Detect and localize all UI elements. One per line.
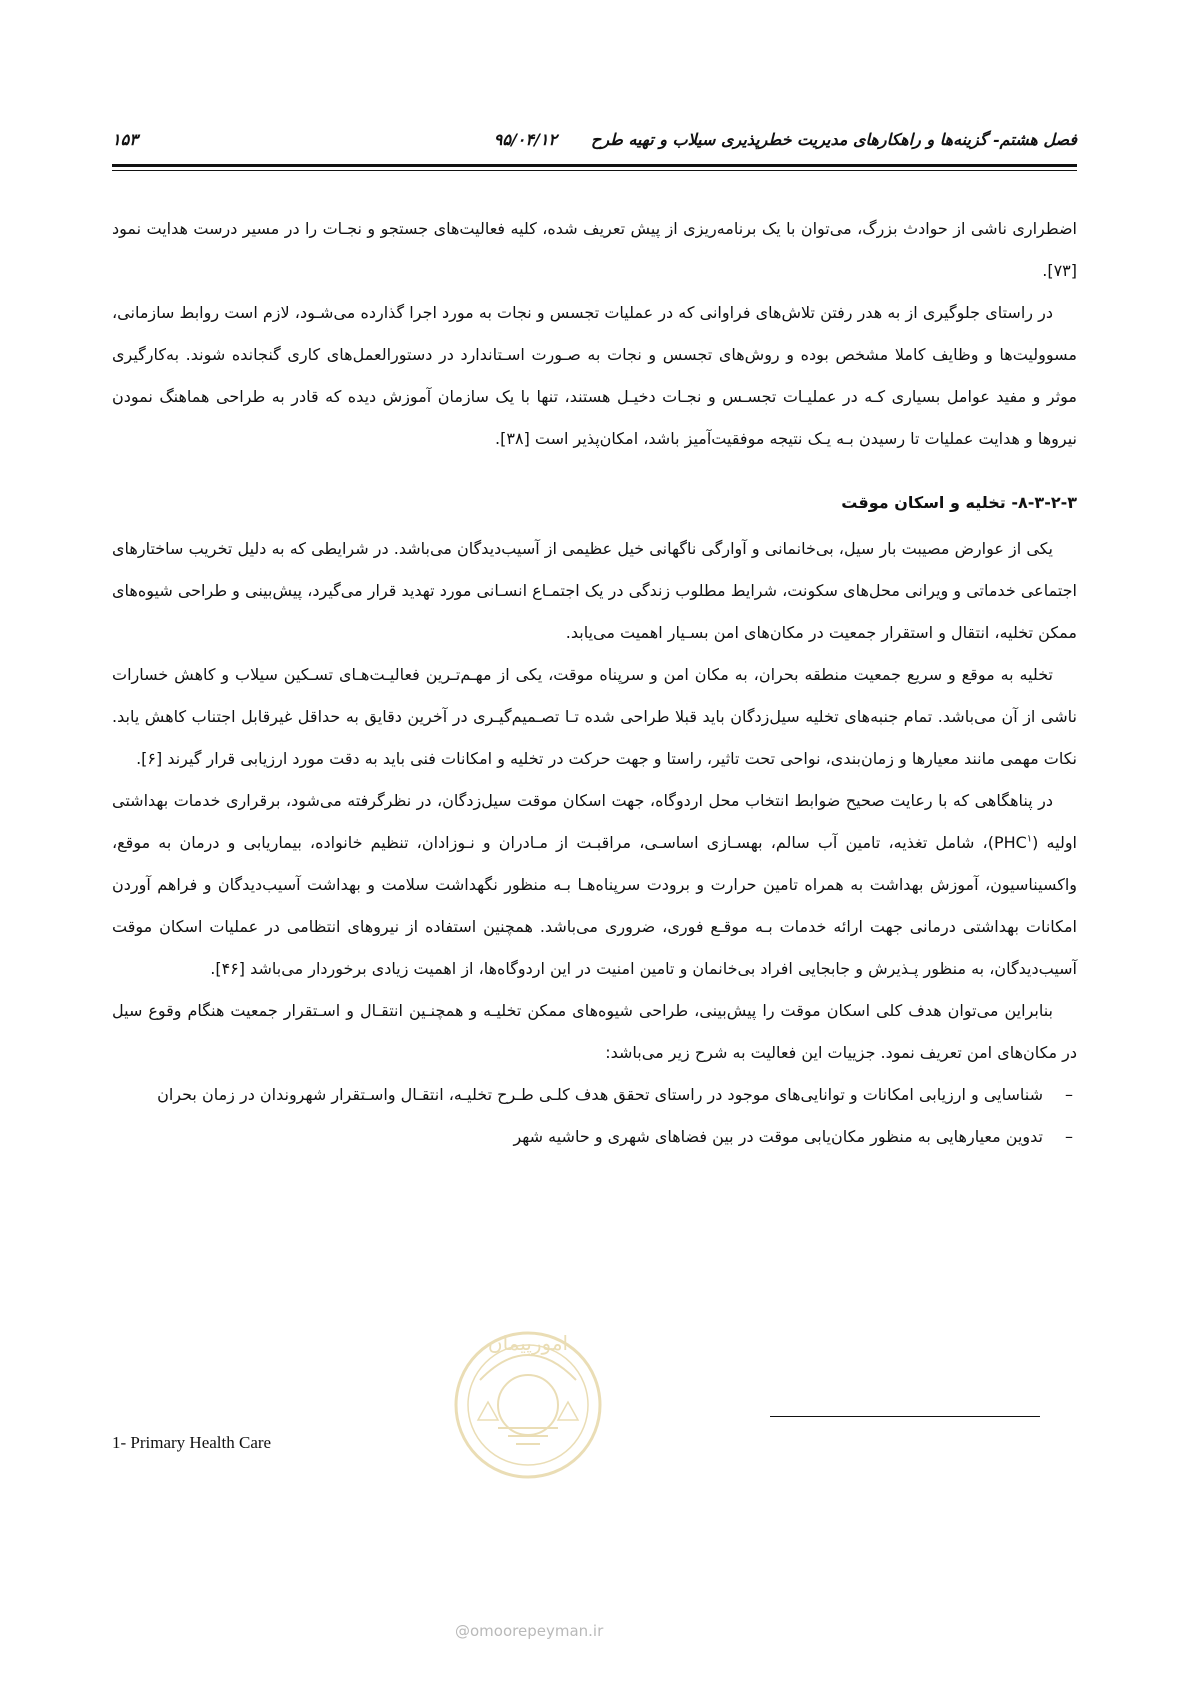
- bullet-dash: –: [1065, 1085, 1073, 1104]
- watermark-url: @omoorepeyman.ir: [455, 1622, 604, 1640]
- page-header: [112, 128, 1077, 158]
- paragraph-search-rescue-continued: اضطراری ناشی از حوادث بزرگ، می‌توان با یک برنامه‌ریزی از پیش تعریف شده، کلیه فعالیت‌های جستجو و نجـات را در مسیر درست هدایت نمود [۷۳].: [112, 219, 1077, 280]
- bullet-dash: –: [1065, 1127, 1073, 1146]
- footnote-rule: [770, 1416, 1040, 1417]
- paragraph-shelter-health: [112, 780, 1077, 990]
- watermark-seal-icon: [438, 1310, 618, 1490]
- bullet-list: [112, 1074, 1077, 1158]
- paragraph-shelter-health-part-2: )، شامل تغذیه، تامین آب سالم، بهسـازی اساسـی، مراقبـت از مـادران و نـوزادان، تنظیم خانواده، بیماریابی و درمان به موقع، واکسیناسیون، آموزش بهداشت به همراه تامین حرارت و برودت سرپناه‌هـا بـه منظور نگهداشت سلامت و بهداشت آسیب‌دیدگان و فراهم آوردن امکانات بهداشتی درمانی جهت ارائه خدمات بـه موقـع فوری، ضروری می‌باشد. همچنین استفاده از نیروهای انتظامی در عملیات اسکان موقت آسیب‌دیدگان، به منظور پـذیرش و جابجایی افراد بی‌خانمان و تامین امنیت در این اردوگاه‌ها، از اهمیت زیادی برخوردار می‌باشد [۴۶].: [112, 833, 1077, 978]
- page-body: [112, 208, 1077, 1158]
- paragraph-shelter-health-part-1: در پناهگاهی که با رعایت صحیح ضوابط انتخاب محل اردوگاه، جهت اسکان موقت سیل‌زدگان، در نظرگرفته می‌شود، برقراری خدمات بهداشتی اولیه (PHC: [112, 791, 1078, 852]
- paragraph-displacement: یکی از عوارض مصیبت بار سیل، بی‌خانمانی و آوارگی ناگهانی خیل عظیمی از آسیب‌دیدگان می‌باشد. در شرایطی که به دلیل تخریب ساختارهای اجتماعی خدماتی و ویرانی محل‌های سکونت، شرایط مطلوب زندگی در یک اجتمـاع انسـانی مورد تهدید قرار می‌گیرد، پیش‌بینی و طراحی شیوه‌های ممکن تخلیه، انتقال و استقرار جمعیت در مکان‌های امن بسـیار اهمیت می‌یابد.: [112, 539, 1077, 642]
- list-item-text: تدوین معیارهایی به منظور مکان‌یابی موقت در بین فضاهای شهری و حاشیه شهر: [513, 1127, 1043, 1146]
- running-header-date: ۹۵/۰۴/۱۲: [493, 130, 557, 149]
- header-rule: [112, 164, 1077, 167]
- running-header-title: فصل هشتم- گزینه‌ها و راهکارهای مدیریت خطرپذیری سیلاب و تهیه طرح: [590, 130, 1077, 149]
- page-number: ۱۵۳: [112, 130, 138, 149]
- footnote: 1- Primary Health Care: [112, 1433, 272, 1452]
- list-item: [112, 1074, 1077, 1116]
- paragraph-search-rescue-organization: در راستای جلوگیری از به هدر رفتن تلاش‌های فراوانی که در عملیات تجسس و نجات به مورد اجرا گذارده می‌شـود، لازم است روابط سازمانی، مسوولیت‌ها و وظایف کاملا مشخص بوده و روش‌های تجسس و نجات به صـورت اسـتاندارد در دستورالعمل‌های کاری گنجانده شوند. به‌کارگیری موثر و مفید عوامل بسیاری کـه در عملیـات تجسـس و نجـات دخیـل هستند، تنها با یک سازمان آموزش دیده که قادر به طراحی هماهنگ نمودن نیروها و هدایت عملیات تا رسیدن بـه یـک نتیجه موفقیت‌آمیز باشد، امکان‌پذیر است [۳۸].: [112, 303, 1077, 448]
- header-rule-thin: [112, 170, 1077, 171]
- watermark-brand: امورپیمان: [487, 1331, 569, 1355]
- paragraph-settlement-goal: بنابراین می‌توان هدف کلی اسکان موقت را پیش‌بینی، طراحی شیوه‌های ممکن تخلیـه و همچنـین انتقـال و اسـتقرار جمعیت هنگام وقوع سیل در مکان‌های امن تعریف نمود. جزییات این فعالیت به شرح زیر می‌باشد:: [112, 1001, 1077, 1062]
- footnote-reference: ۱: [1026, 833, 1033, 845]
- section-heading: ۸-۳-۲-۳- تخلیه و اسکان موقت: [841, 493, 1077, 512]
- list-item: [112, 1116, 1077, 1158]
- paragraph-evacuation: تخلیه به موقع و سریع جمعیت منطقه بحران، به مکان امن و سرپناه موقت، یکی از مهـم‌تـرین فعالیـت‌هـای تسـکین سیلاب و کاهش خسارات ناشی از آن می‌باشد. تمام جنبه‌های تخلیه سیل‌زدگان باید قبلا طراحی شده تـا تصـمیم‌گیـری در آخرین دقایق به حداقل غیرقابل اجتناب کاهش یابد. نکات مهمی مانند معیارها و زمان‌بندی، نواحی تحت تاثیر، راستا و جهت حرکت در تخلیه و امکانات فنی باید به دقت مورد ارزیابی قرار گیرند [۶].: [112, 665, 1077, 768]
- list-item-text: شناسایی و ارزیابی امکانات و توانایی‌های موجود در راستای تحقق هدف کلـی طـرح تخلیـه، انتقـال واسـتقرار شهروندان در زمان بحران: [157, 1085, 1043, 1104]
